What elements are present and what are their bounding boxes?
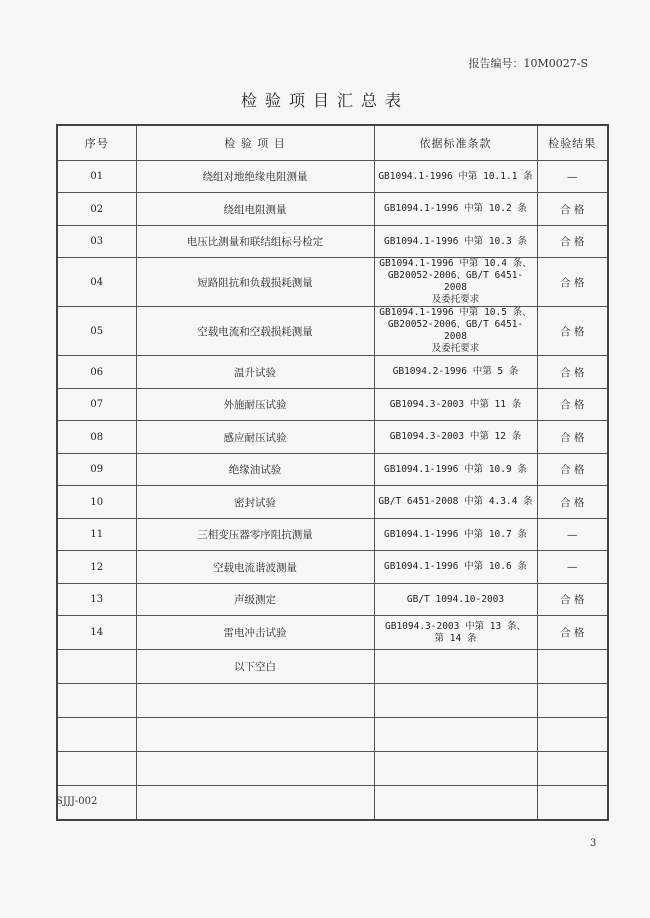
row-result: 合 格 xyxy=(537,258,608,307)
row-result: 合 格 xyxy=(537,226,608,258)
row-item: 绕组对地绝缘电阻测量 xyxy=(136,161,374,193)
table-row xyxy=(57,584,608,616)
column-header-standard: 依据标准条款 xyxy=(374,125,537,161)
row-result: 合 格 xyxy=(537,486,608,519)
row-result: 合 格 xyxy=(537,389,608,421)
table-row xyxy=(57,421,608,454)
row-item: 感应耐压试验 xyxy=(136,421,374,454)
row-item: 雷电冲击试验 xyxy=(136,616,374,650)
row-result: — xyxy=(537,519,608,551)
row-item xyxy=(136,786,374,821)
inspection-summary-table xyxy=(56,124,609,821)
table-row xyxy=(57,389,608,421)
row-item: 温升试验 xyxy=(136,356,374,389)
row-item: 密封试验 xyxy=(136,486,374,519)
row-result: 合 格 xyxy=(537,454,608,486)
row-item: 短路阻抗和负载损耗测量 xyxy=(136,258,374,307)
table-row xyxy=(57,616,608,650)
row-result xyxy=(537,786,608,821)
page-title: 检验项目汇总表 xyxy=(240,91,409,110)
row-result: 合 格 xyxy=(537,307,608,356)
row-no xyxy=(57,752,136,786)
row-no xyxy=(57,650,136,684)
row-standard xyxy=(374,684,537,718)
row-no xyxy=(57,718,136,752)
row-standard: GB1094.2-1996 中第 5 条 xyxy=(374,356,537,389)
table-row xyxy=(57,786,608,821)
table-row xyxy=(57,226,608,258)
row-result: 合 格 xyxy=(537,356,608,389)
table-row xyxy=(57,486,608,519)
row-no: 08 xyxy=(57,421,136,454)
row-item: 空载电流谐波测量 xyxy=(136,551,374,584)
row-no: 05 xyxy=(57,307,136,356)
row-standard xyxy=(374,752,537,786)
row-item: 三相变压器零序阻抗测量 xyxy=(136,519,374,551)
row-no: 02 xyxy=(57,193,136,226)
row-no: 11 xyxy=(57,519,136,551)
row-standard: GB/T 6451-2008 中第 4.3.4 条 xyxy=(374,486,537,519)
table-row xyxy=(57,718,608,752)
row-no: 12 xyxy=(57,551,136,584)
row-item: 绝缘油试验 xyxy=(136,454,374,486)
row-no: 07 xyxy=(57,389,136,421)
table-row xyxy=(57,650,608,684)
row-result: — xyxy=(537,551,608,584)
row-item xyxy=(136,752,374,786)
row-no: 13 xyxy=(57,584,136,616)
table-row xyxy=(57,684,608,718)
row-no: 14 xyxy=(57,616,136,650)
table-row xyxy=(57,454,608,486)
row-standard: GB1094.3-2003 中第 11 条 xyxy=(374,389,537,421)
row-no: 09 xyxy=(57,454,136,486)
page-number: 3 xyxy=(590,838,597,849)
row-item: 外施耐压试验 xyxy=(136,389,374,421)
row-item xyxy=(136,718,374,752)
row-result xyxy=(537,684,608,718)
row-standard: GB1094.1-1996 中第 10.5 条、 GB20052-2006、GB/T 6451-2008 及委托要求 xyxy=(374,307,537,356)
row-result: 合 格 xyxy=(537,421,608,454)
form-code: SJJJ-002 xyxy=(56,796,98,807)
row-no: 10 xyxy=(57,486,136,519)
row-no: 01 xyxy=(57,161,136,193)
row-no xyxy=(57,684,136,718)
row-item: 电压比测量和联结组标号检定 xyxy=(136,226,374,258)
row-standard: GB1094.1-1996 中第 10.9 条 xyxy=(374,454,537,486)
row-no: 04 xyxy=(57,258,136,307)
row-no: 03 xyxy=(57,226,136,258)
row-standard: GB1094.1-1996 中第 10.3 条 xyxy=(374,226,537,258)
row-standard xyxy=(374,650,537,684)
row-result xyxy=(537,650,608,684)
row-standard: GB1094.1-1996 中第 10.1.1 条 xyxy=(374,161,537,193)
column-header-item: 检 验 项 目 xyxy=(136,125,374,161)
row-result xyxy=(537,752,608,786)
column-header-result: 检验结果 xyxy=(537,125,608,161)
table-row xyxy=(57,193,608,226)
table-row xyxy=(57,519,608,551)
row-result xyxy=(537,718,608,752)
table-header-row xyxy=(57,125,608,161)
row-standard: GB1094.1-1996 中第 10.6 条 xyxy=(374,551,537,584)
row-item xyxy=(136,684,374,718)
table-row xyxy=(57,161,608,193)
row-standard: GB1094.3-2003 中第 12 条 xyxy=(374,421,537,454)
row-result: — xyxy=(537,161,608,193)
row-result: 合 格 xyxy=(537,193,608,226)
row-result: 合 格 xyxy=(537,584,608,616)
row-standard: GB1094.1-1996 中第 10.4 条、 GB20052-2006、GB/T 6451-2008 及委托要求 xyxy=(374,258,537,307)
row-standard: GB/T 1094.10-2003 xyxy=(374,584,537,616)
table-row xyxy=(57,258,608,307)
row-item: 绕组电阻测量 xyxy=(136,193,374,226)
table-row xyxy=(57,752,608,786)
table-row xyxy=(57,307,608,356)
row-standard xyxy=(374,786,537,821)
row-item: 以下空白 xyxy=(136,650,374,684)
column-header-no: 序号 xyxy=(57,125,136,161)
row-item: 空载电流和空载损耗测量 xyxy=(136,307,374,356)
row-standard: GB1094.1-1996 中第 10.7 条 xyxy=(374,519,537,551)
row-standard: GB1094.3-2003 中第 13 条、 第 14 条 xyxy=(374,616,537,650)
report-number: 报告编号：10M0027-S xyxy=(468,57,588,70)
table-row xyxy=(57,551,608,584)
row-item: 声级测定 xyxy=(136,584,374,616)
table-row xyxy=(57,356,608,389)
row-standard: GB1094.1-1996 中第 10.2 条 xyxy=(374,193,537,226)
row-no: 06 xyxy=(57,356,136,389)
row-result: 合 格 xyxy=(537,616,608,650)
row-standard xyxy=(374,718,537,752)
